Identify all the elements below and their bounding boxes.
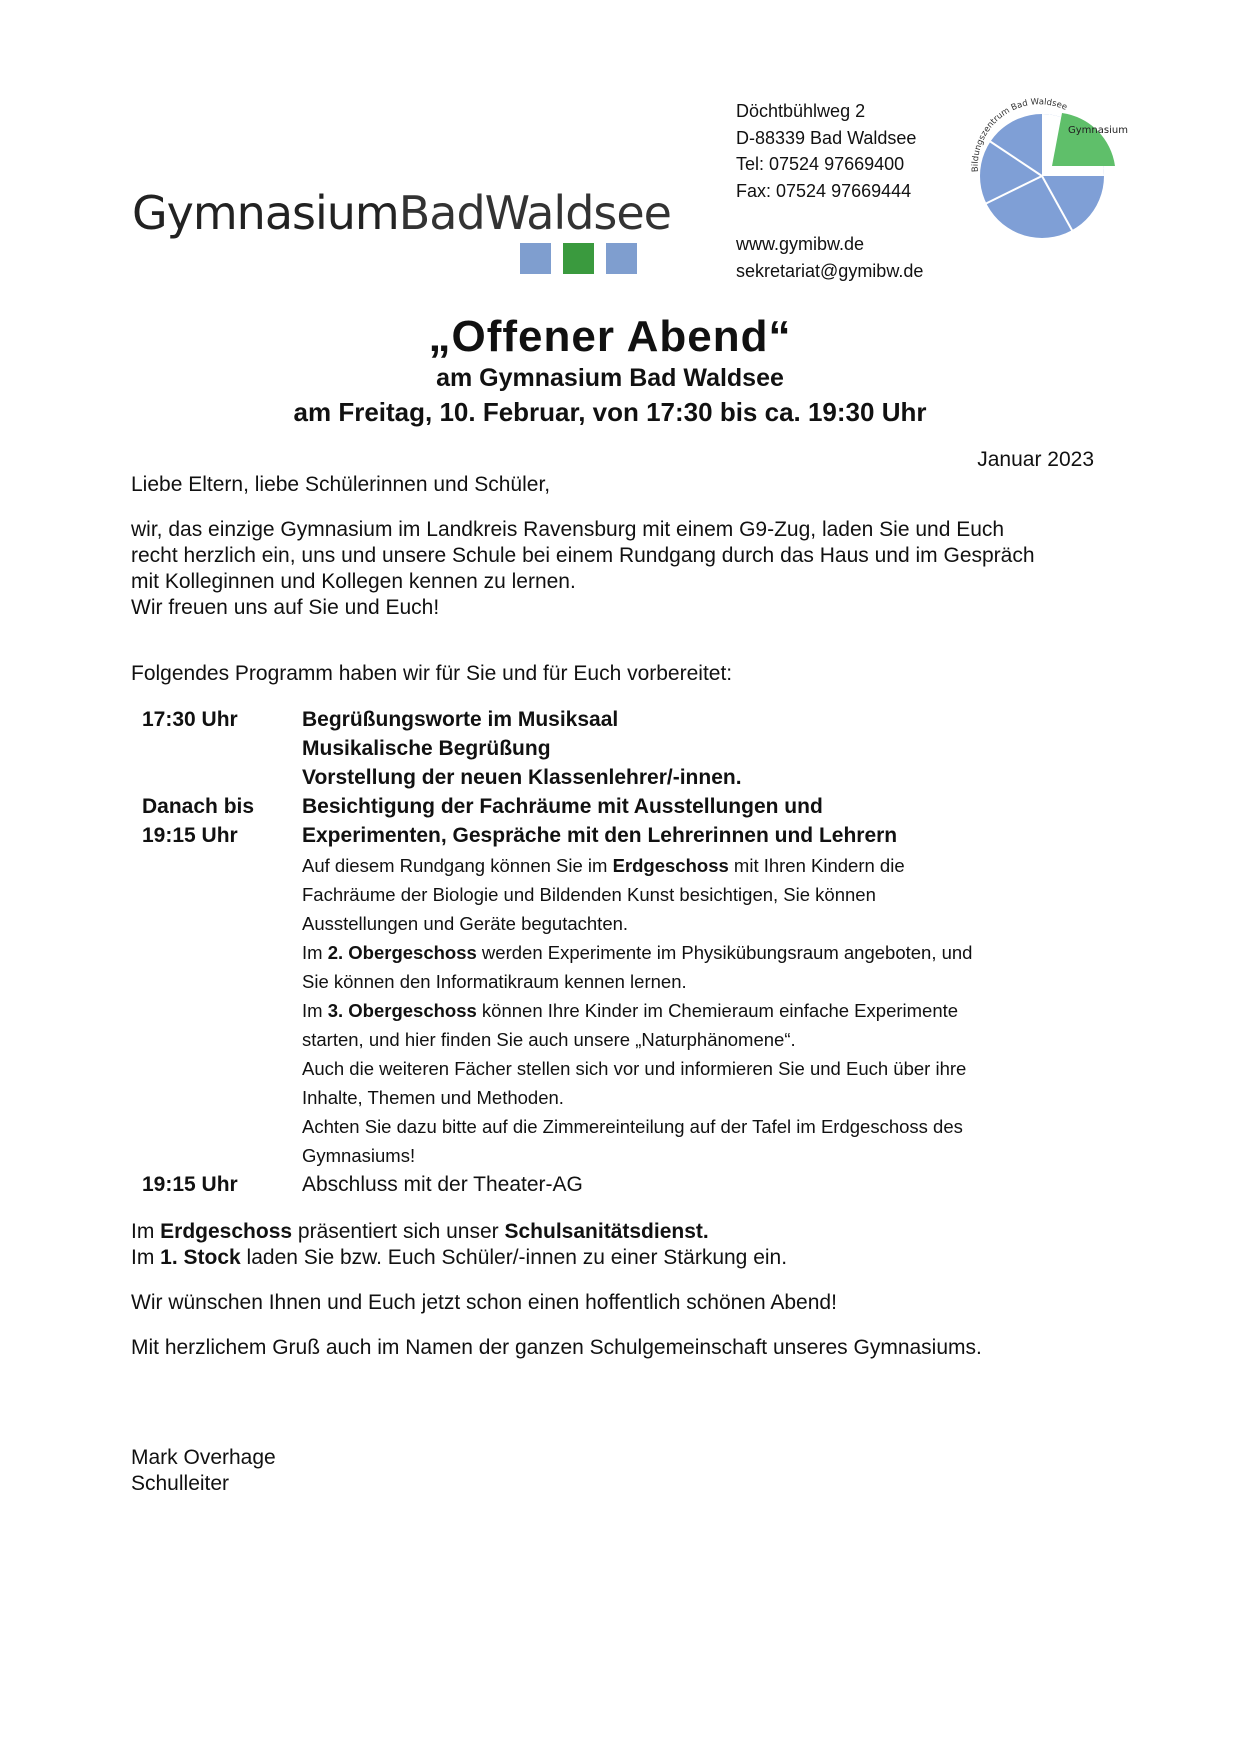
detail-line: Im 3. Obergeschoss können Ihre Kinder im Chemieraum einfache Experimente xyxy=(302,1000,959,1021)
intro-line: Wir freuen uns auf Sie und Euch! xyxy=(131,596,440,619)
detail-line: Ausstellungen und Geräte begutachten. xyxy=(302,913,629,934)
program-details xyxy=(302,851,972,1170)
program-time-2 xyxy=(142,792,254,850)
emblem-arc-text: Bildungszentrum Bad Waldsee xyxy=(970,97,1069,173)
program-time-2-from: Danach bis xyxy=(142,795,255,818)
website-link[interactable]: www.gymibw.de xyxy=(736,234,865,254)
intro-line: mit Kolleginnen und Kollegen kennen zu lernen. xyxy=(131,570,576,593)
program-item-1 xyxy=(302,705,742,792)
salutation: Liebe Eltern, liebe Schülerinnen und Schüler, xyxy=(131,473,551,496)
intro-line: wir, das einzige Gymnasium im Landkreis Ravensburg mit einem G9-Zug, laden Sie und Euch xyxy=(131,518,1005,541)
emblem-gymnasium-label: Gymnasium xyxy=(1068,125,1128,136)
intro-line: recht herzlich ein, uns und unsere Schule bei einem Rundgang durch das Haus und im Gespräch xyxy=(131,544,1035,567)
greeting-line: Mit herzlichem Gruß auch im Namen der ganzen Schulgemeinschaft unseres Gymnasiums. xyxy=(131,1336,982,1359)
program-time-3: 19:15 Uhr xyxy=(142,1173,238,1196)
logo-square-green xyxy=(563,243,594,274)
program-item-line: Musikalische Begrüßung xyxy=(302,737,551,760)
address-fax: Fax: 07524 97669444 xyxy=(736,180,912,201)
email-link[interactable]: sekretariat@gymibw.de xyxy=(736,260,924,281)
program-item-line: Besichtigung der Fachräume mit Ausstellungen und xyxy=(302,795,823,818)
page-title: „Offener Abend“ xyxy=(428,312,792,361)
program-item-3: Abschluss mit der Theater-AG xyxy=(302,1173,583,1196)
intro-paragraph xyxy=(131,517,1035,621)
school-logo-wordmark xyxy=(132,186,671,240)
page-subtitle-date: am Freitag, 10. Februar, von 17:30 bis ca. 19:30 Uhr xyxy=(293,397,927,427)
logo-squares xyxy=(520,243,637,274)
program-item-2 xyxy=(302,792,897,850)
emblem-green-slice xyxy=(1052,113,1115,166)
address-street: Döchtbühlweg 2 xyxy=(736,101,866,121)
detail-line: Sie können den Informatikraum kennen lernen. xyxy=(302,971,687,992)
contact-block xyxy=(736,98,923,284)
program-item-line: Begrüßungsworte im Musiksaal xyxy=(302,708,619,731)
logo-word-badwaldsee: BadWaldsee xyxy=(398,186,671,240)
program-item-line: Vorstellung der neuen Klassenlehrer/-innen. xyxy=(302,766,742,789)
refreshment-note: Im 1. Stock laden Sie bzw. Euch Schüler/-innen zu einer Stärkung ein. xyxy=(131,1246,788,1269)
sanitaetsdienst-note: Im Erdgeschoss präsentiert sich unser Schulsanitätsdienst. xyxy=(131,1220,709,1243)
address-city: D-88339 Bad Waldsee xyxy=(736,127,917,148)
logo-square-blue-left xyxy=(520,243,551,274)
program-time-2-until: 19:15 Uhr xyxy=(142,824,238,847)
detail-line: Im 2. Obergeschoss werden Experimente im Physikübungsraum angeboten, und xyxy=(302,942,973,963)
detail-line: Auch die weiteren Fächer stellen sich vor und informieren Sie und Euch über ihre xyxy=(302,1058,967,1079)
program-time-1: 17:30 Uhr xyxy=(142,708,238,731)
signature-role: Schulleiter xyxy=(131,1472,230,1495)
detail-line: Inhalte, Themen und Methoden. xyxy=(302,1087,564,1108)
program-item-line: Experimenten, Gespräche mit den Lehrerinnen und Lehrern xyxy=(302,824,898,847)
logo-square-blue-right xyxy=(606,243,637,274)
signature-name: Mark Overhage xyxy=(131,1446,276,1469)
detail-line: starten, und hier finden Sie auch unsere „Naturphänomene“. xyxy=(302,1029,796,1050)
detail-line: Auf diesem Rundgang können Sie im Erdgeschoss mit Ihren Kindern die xyxy=(302,855,905,876)
logo-word-gymnasium: Gymnasium xyxy=(132,186,399,240)
bildungszentrum-emblem xyxy=(958,92,1158,242)
page-subtitle-location: am Gymnasium Bad Waldsee xyxy=(436,364,784,392)
detail-line: Fachräume der Biologie und Bildenden Kunst besichtigen, Sie können xyxy=(302,884,876,905)
detail-line: Gymnasiums! xyxy=(302,1145,416,1166)
letter-date: Januar 2023 xyxy=(977,448,1094,471)
address-phone: Tel: 07524 97669400 xyxy=(736,154,905,174)
detail-line: Achten Sie dazu bitte auf die Zimmereinteilung auf der Tafel im Erdgeschoss des xyxy=(302,1116,963,1137)
program-intro: Folgendes Programm haben wir für Sie und für Euch vorbereitet: xyxy=(131,662,733,685)
wish-line: Wir wünschen Ihnen und Euch jetzt schon einen hoffentlich schönen Abend! xyxy=(131,1291,837,1314)
